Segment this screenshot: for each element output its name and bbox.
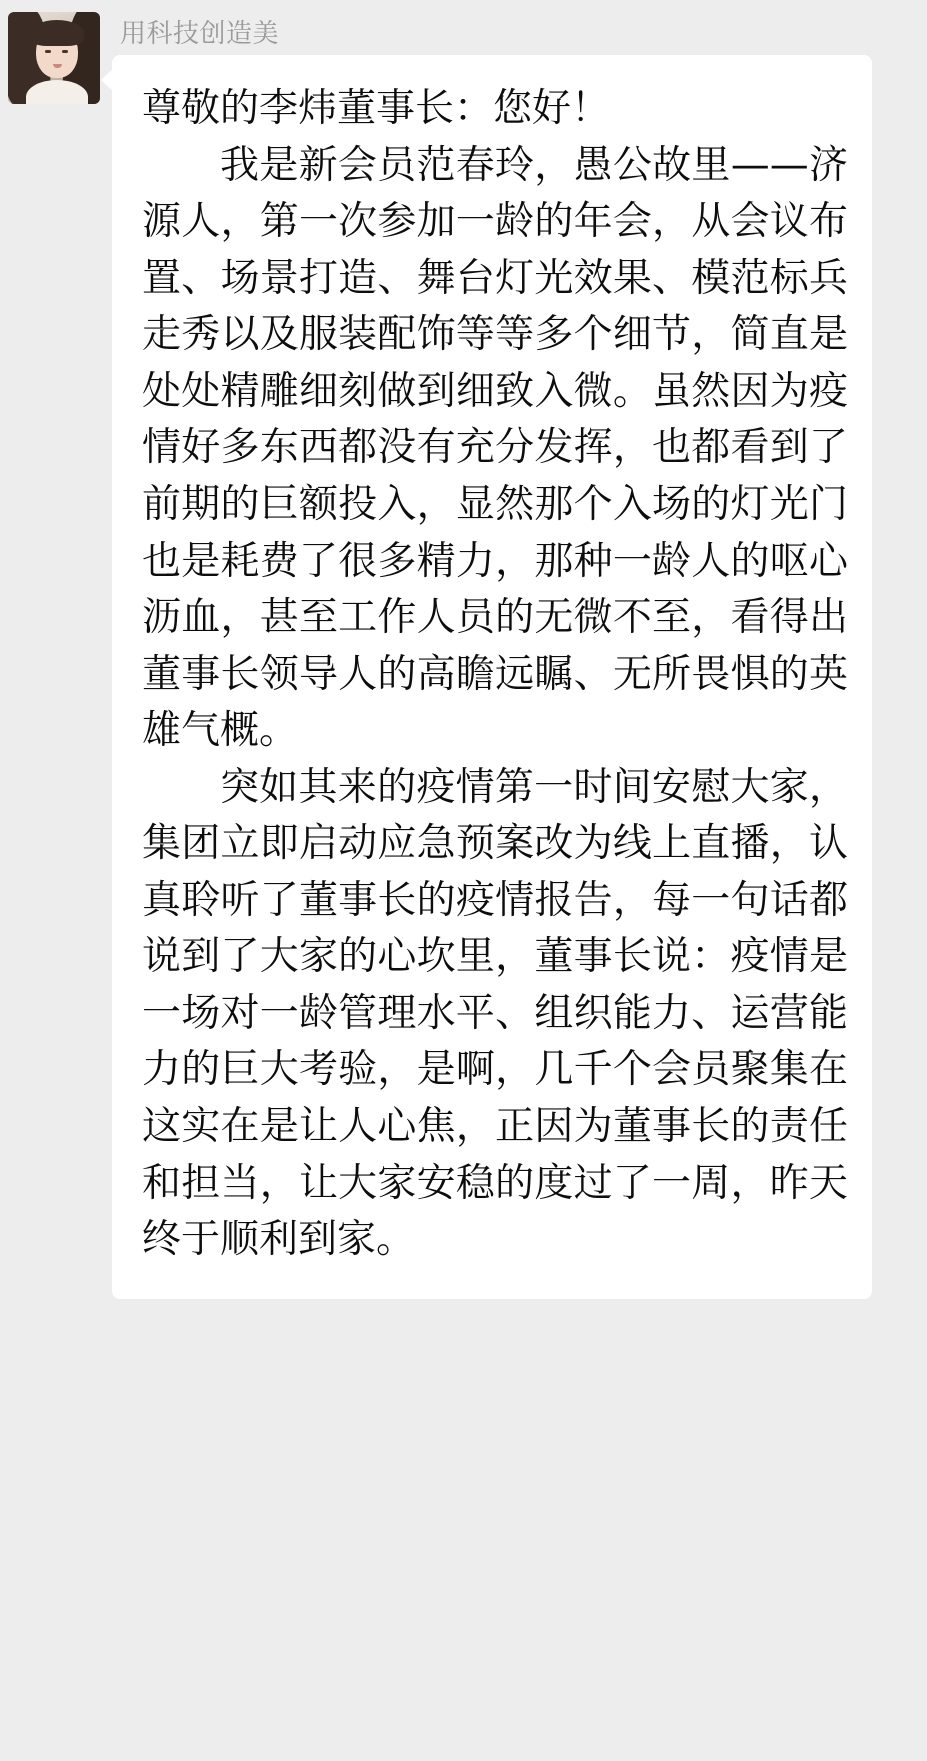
message-bubble-wrapper (112, 55, 872, 1298)
avatar[interactable] (8, 12, 100, 104)
message-paragraph-1: 我是新会员范春玲，愚公故里——济源人，第一次参加一龄的年会，从会议布置、场景打造、舞台灯光效果、模范标兵走秀以及服装配饰等等多个细节，简直是处处精雕细刻做到细致入微。虽然因为疫情好多东西都没有充分发挥，也都看到了前期的巨额投入，显然那个入场的灯光门也是耗费了很多精力，那种一龄人的呕心沥血，甚至工作人员的无微不至，看得出董事长领导人的高瞻远瞩、无所畏惧的英雄气概。 (142, 142, 848, 754)
avatar-eye-left (45, 50, 51, 53)
avatar-eye-right (62, 50, 68, 53)
bubble-tail-icon (101, 69, 113, 91)
message-paragraph-greeting: 尊敬的李炜董事长：您好！ (142, 86, 611, 132)
message-paragraph-2: 突如其来的疫情第一时间安慰大家，集团立即启动应急预案改为线上直播，认真聆听了董事长的疫情报告，每一句话都说到了大家的心坎里，董事长说：疫情是一场对一龄管理水平、组织能力、运营能力的巨大考验，是啊，几千个会员聚集在这实在是让人心焦，正因为董事长的责任和担当，让大家安稳的度过了一周，昨天终于顺利到家。 (142, 764, 848, 1263)
message-bubble[interactable] (112, 55, 872, 1298)
message-column (112, 10, 872, 1299)
avatar-fringe (30, 20, 84, 46)
sender-name: 用科技创造美 (120, 18, 280, 48)
